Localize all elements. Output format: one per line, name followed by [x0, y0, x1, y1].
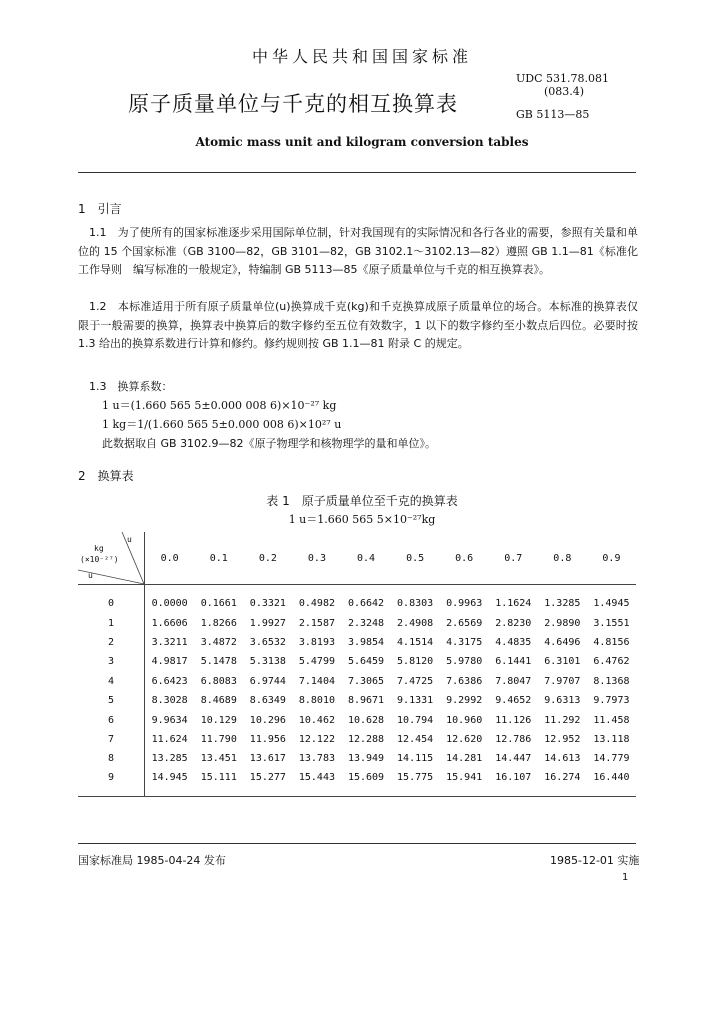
- column-header: 0.0: [145, 532, 195, 585]
- table-cell: 3.6532: [249, 636, 286, 648]
- table-cell: 5.9780: [446, 656, 483, 668]
- table-cell: 15.443: [292, 769, 341, 797]
- paragraph-1-3: 1.3 换算系数：: [89, 380, 173, 393]
- column-header: 0.3: [292, 532, 341, 585]
- column-header: 0.7: [489, 532, 538, 585]
- table-header-row: [78, 532, 636, 585]
- table-cell: 0.4982: [298, 598, 335, 610]
- table-cell: 1.4945: [593, 598, 630, 610]
- table-cell: 1.8266: [200, 617, 237, 629]
- table-cell: 4.3175: [446, 636, 483, 648]
- gb-code: GB 5113—85: [516, 108, 590, 121]
- table-cell: 12.122: [298, 733, 335, 745]
- table-cell: 7.6386: [446, 675, 483, 687]
- table-cell: 8.8010: [298, 695, 335, 707]
- table-cell: 14.945: [145, 769, 195, 797]
- udc-main: UDC 531.78.081: [516, 72, 609, 85]
- equation-kg-to-u: 1 kg＝1/(1.660 565 5±0.000 008 6)×10²⁷ u: [102, 418, 342, 431]
- table-cell: 5.3138: [249, 656, 286, 668]
- table-cell: 6.6423: [151, 675, 188, 687]
- column-header: 0.1: [194, 532, 243, 585]
- row-label: 7: [78, 730, 145, 749]
- table-cell: 15.277: [243, 769, 292, 797]
- table-cell: 3.3211: [151, 636, 188, 648]
- table-cell: 12.620: [446, 733, 483, 745]
- header-divider: [78, 172, 636, 173]
- page-number: 1: [622, 872, 629, 883]
- table-cell: 13.118: [593, 733, 630, 745]
- table-cell: 5.8120: [397, 656, 434, 668]
- table-cell: 9.1331: [397, 695, 434, 707]
- table-cell: 11.292: [544, 714, 581, 726]
- table-cell: 12.786: [495, 733, 532, 745]
- corner-label-bottom: u: [88, 571, 93, 580]
- table-cell: 14.115: [397, 753, 434, 765]
- table-cell: 16.440: [587, 769, 636, 797]
- table-cell: 15.775: [391, 769, 440, 797]
- table-cell: 13.285: [151, 753, 188, 765]
- row-label: 1: [78, 613, 145, 632]
- title-chinese: 原子质量单位与千克的相互换算表: [128, 92, 458, 116]
- column-header: 0.4: [341, 532, 390, 585]
- table-cell: 3.1551: [593, 617, 630, 629]
- table-cell: 11.126: [495, 714, 532, 726]
- table-cell: 10.462: [298, 714, 335, 726]
- row-label: 0: [78, 594, 145, 613]
- udc-code: [516, 72, 609, 98]
- table-cell: 1.6606: [151, 617, 188, 629]
- table-cell: 10.628: [347, 714, 385, 726]
- table-cell: 11.956: [249, 733, 286, 745]
- table-row: [78, 613, 636, 632]
- table-cell: 15.941: [440, 769, 489, 797]
- table-cell: 2.1587: [298, 617, 335, 629]
- table-cell: 16.274: [538, 769, 587, 797]
- table-cell: 9.4652: [495, 695, 532, 707]
- table-cell: 8.1368: [593, 675, 630, 687]
- table-cell: 10.960: [446, 714, 483, 726]
- table-cell: 6.8083: [200, 675, 237, 687]
- table-body: [78, 594, 636, 796]
- table-cell: 2.8230: [495, 617, 532, 629]
- table-cell: 7.8047: [495, 675, 532, 687]
- table-cell: 3.4872: [200, 636, 237, 648]
- table-cell: 2.6569: [446, 617, 483, 629]
- table-row: [78, 633, 636, 652]
- table-row: [78, 691, 636, 710]
- table-cell: 4.6496: [544, 636, 581, 648]
- table-row: [78, 594, 636, 613]
- column-header: 0.5: [391, 532, 440, 585]
- table-cell: 1.3285: [544, 598, 581, 610]
- table-cell: 0.3321: [249, 598, 286, 610]
- table-corner-cell: [78, 532, 145, 585]
- table-cell: 8.4689: [200, 695, 237, 707]
- table-cell: 10.129: [200, 714, 237, 726]
- data-source-note: 此数据取自 GB 3102.9—82《原子物理学和核物理学的量和单位》。: [102, 437, 437, 450]
- table-cell: 14.281: [446, 753, 483, 765]
- table-cell: 13.783: [298, 753, 335, 765]
- table-cell: 5.4799: [298, 656, 335, 668]
- issue-date: 国家标准局 1985-04-24 发布: [78, 854, 226, 867]
- table-cell: 3.9854: [347, 636, 385, 648]
- equation-u-to-kg: 1 u＝(1.660 565 5±0.000 008 6)×10⁻²⁷ kg: [102, 399, 337, 412]
- table-row: [78, 672, 636, 691]
- row-label: 9: [78, 769, 145, 797]
- table-cell: 11.624: [151, 733, 188, 745]
- row-label: 4: [78, 672, 145, 691]
- row-label: 2: [78, 633, 145, 652]
- table-cell: 8.9671: [347, 695, 385, 707]
- table-cell: 12.288: [347, 733, 385, 745]
- table-cell: 7.9707: [544, 675, 581, 687]
- table-cell: 2.3248: [347, 617, 385, 629]
- table-cell: 14.613: [544, 753, 581, 765]
- table-cell: 10.296: [249, 714, 286, 726]
- table-cell: 9.7973: [593, 695, 630, 707]
- table-cell: 13.949: [347, 753, 385, 765]
- table-cell: 3.8193: [298, 636, 335, 648]
- footer-divider: [78, 843, 636, 844]
- row-label: 6: [78, 710, 145, 729]
- table-spacer-row: [78, 585, 636, 595]
- table-cell: 11.458: [593, 714, 630, 726]
- table-cell: 6.1441: [495, 656, 532, 668]
- table-cell: 2.9890: [544, 617, 581, 629]
- column-header: 0.9: [587, 532, 636, 585]
- table-cell: 16.107: [489, 769, 538, 797]
- row-label: 8: [78, 749, 145, 768]
- table-caption: 表 1 原子质量单位至千克的换算表: [266, 494, 458, 508]
- column-header: 0.2: [243, 532, 292, 585]
- paragraph-1-2: 1.2 本标准适用于所有原子质量单位(u)换算成千克(kg)和千克换算成原子质量单位的场合。本标准的换算表仅限于一般需要的换算，换算表中换算后的数字修约至五位有效数字，1 以下的数字修约至小数点后四位。必要时按 1.3 给出的换算系数进行计算和修约。修约规则按 GB 1.1—81 附录 C 的规定。: [78, 300, 638, 351]
- table-cell: 4.1514: [397, 636, 434, 648]
- table-cell: 0.0000: [151, 598, 188, 610]
- paragraph-1-1: 1.1 为了使所有的国家标准逐步采用国际单位制，针对我国现有的实际情况和各行各业的需要，参照有关量和单位的 15 个国家标准（GB 3100—82，GB 3101—82，GB 3102.1～3102.13—82）遵照 GB 1.1—81《标准化工作导则 编写标准的一般规定》，特编制 GB 5113—85《原子质量单位与千克的相互换算表》。: [78, 226, 638, 277]
- table-row: [78, 769, 636, 797]
- table-cell: 6.9744: [249, 675, 286, 687]
- table-cell: 8.6349: [249, 695, 286, 707]
- table-cell: 4.4835: [495, 636, 532, 648]
- udc-sub: (083.4): [544, 85, 585, 98]
- row-label: 5: [78, 691, 145, 710]
- table-cell: 9.2992: [446, 695, 483, 707]
- table-row: [78, 710, 636, 729]
- table-cell: 12.952: [544, 733, 581, 745]
- effective-date: 1985-12-01 实施: [550, 854, 640, 867]
- table-cell: 10.794: [397, 714, 434, 726]
- national-standard-heading: 中华人民共和国国家标准: [251, 47, 472, 66]
- table-cell: 15.111: [194, 769, 243, 797]
- table-cell: 5.6459: [347, 656, 385, 668]
- section-2-heading: 2 换算表: [78, 469, 134, 483]
- corner-label-unit: kg: [94, 544, 104, 553]
- table-cell: 11.790: [200, 733, 237, 745]
- table-cell: 7.3065: [347, 675, 385, 687]
- table-cell: 13.451: [200, 753, 237, 765]
- table-cell: 2.4908: [397, 617, 434, 629]
- table-cell: 0.6642: [347, 598, 385, 610]
- conversion-table: [78, 532, 636, 797]
- table-cell: 0.9963: [446, 598, 483, 610]
- corner-label-top: u: [127, 535, 132, 544]
- column-header: 0.6: [440, 532, 489, 585]
- section-1-heading: 1 引言: [78, 202, 122, 216]
- table-cell: 9.9634: [151, 714, 188, 726]
- row-label: 3: [78, 652, 145, 671]
- table-row: [78, 749, 636, 768]
- table-cell: 14.779: [593, 753, 630, 765]
- corner-label-multiplier: (×10⁻²⁷): [80, 555, 119, 564]
- table-cell: 1.9927: [249, 617, 286, 629]
- title-english: Atomic mass unit and kilogram conversion tables: [195, 135, 529, 149]
- table-row: [78, 652, 636, 671]
- table-subcaption: 1 u＝1.660 565 5×10⁻²⁷kg: [288, 513, 436, 526]
- table-cell: 9.6313: [544, 695, 581, 707]
- table-cell: 14.447: [495, 753, 532, 765]
- table-cell: 7.1404: [298, 675, 335, 687]
- table-cell: 12.454: [397, 733, 434, 745]
- table-cell: 6.3101: [544, 656, 581, 668]
- table-cell: 4.8156: [593, 636, 630, 648]
- table-cell: 15.609: [341, 769, 390, 797]
- table-cell: 13.617: [249, 753, 286, 765]
- table-cell: 6.4762: [593, 656, 630, 668]
- table-cell: 7.4725: [397, 675, 434, 687]
- table-cell: 8.3028: [151, 695, 188, 707]
- table-cell: 0.1661: [200, 598, 237, 610]
- table-cell: 4.9817: [151, 656, 188, 668]
- table-cell: 1.1624: [495, 598, 532, 610]
- column-header: 0.8: [538, 532, 587, 585]
- table-cell: 0.8303: [397, 598, 434, 610]
- table-row: [78, 730, 636, 749]
- table-cell: 5.1478: [200, 656, 237, 668]
